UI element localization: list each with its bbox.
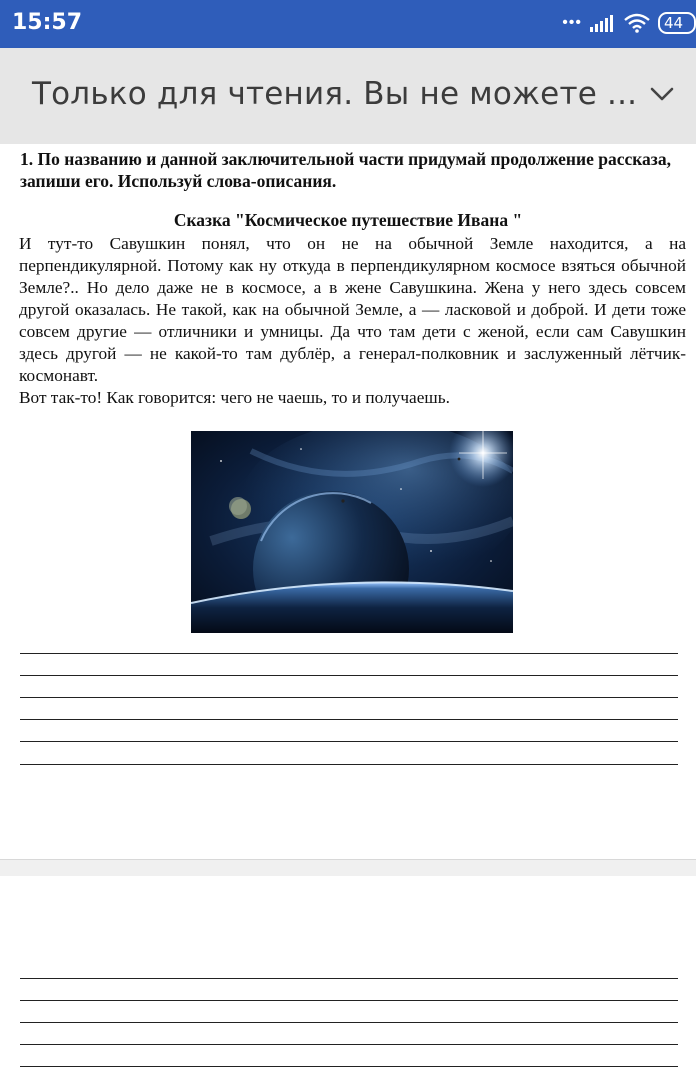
writing-line bbox=[20, 1000, 678, 1001]
writing-line bbox=[20, 697, 678, 698]
writing-line bbox=[20, 719, 678, 720]
writing-line bbox=[20, 653, 678, 654]
writing-line bbox=[20, 741, 678, 742]
status-time: 15:57 bbox=[12, 10, 83, 35]
task-instruction: 1. По названию и данной заключительной части придумай продолжение рассказа, запиши его. Используй слова-описания. bbox=[20, 149, 671, 191]
chevron-down-icon[interactable] bbox=[648, 84, 676, 104]
writing-line bbox=[20, 675, 678, 676]
document-page-2 bbox=[0, 876, 696, 1073]
writing-line bbox=[20, 1066, 678, 1067]
writing-line bbox=[20, 978, 678, 979]
story-title: Сказка "Космическое путешествие Ивана " bbox=[173, 210, 523, 230]
document-page bbox=[0, 144, 696, 859]
writing-line bbox=[20, 1044, 678, 1045]
writing-line bbox=[20, 1022, 678, 1023]
status-icons bbox=[562, 12, 696, 34]
story-text bbox=[19, 233, 686, 409]
story-paragraph: И тут-то Савушкин понял, что он не на обычной Земле находится, а на перпендикулярной. Потому как ну откуда в перпендикулярном космосе взяться обычной Земле?.. Но дело даже не в космосе, а в жене Савушкина. Жена у него здесь совсем другой оказалась. Не такой, как на обычной Земле, а — ласковой и доброй. И дети тоже совсем другие — отличники и умницы. Да что там дети с женой, если сам Савушкин здесь другой — не какой-то там дублёр, а генерал-полковник и заслуженный лётчик-космонавт. bbox=[19, 234, 686, 385]
status-bar bbox=[0, 0, 696, 48]
banner-title: Только для чтения. Вы не можете ... bbox=[32, 76, 638, 112]
signal-strength-icon bbox=[590, 14, 616, 32]
writing-line bbox=[20, 764, 678, 765]
signal-dots-icon: ••• bbox=[562, 14, 582, 31]
page-divider bbox=[0, 859, 696, 877]
space-planets-image bbox=[191, 431, 513, 633]
wifi-icon bbox=[624, 13, 650, 33]
read-only-banner[interactable] bbox=[0, 48, 696, 144]
story-paragraph: Вот так-то! Как говорится: чего не чаешь, то и получаешь. bbox=[19, 388, 450, 407]
battery-icon: 44 bbox=[658, 12, 696, 34]
